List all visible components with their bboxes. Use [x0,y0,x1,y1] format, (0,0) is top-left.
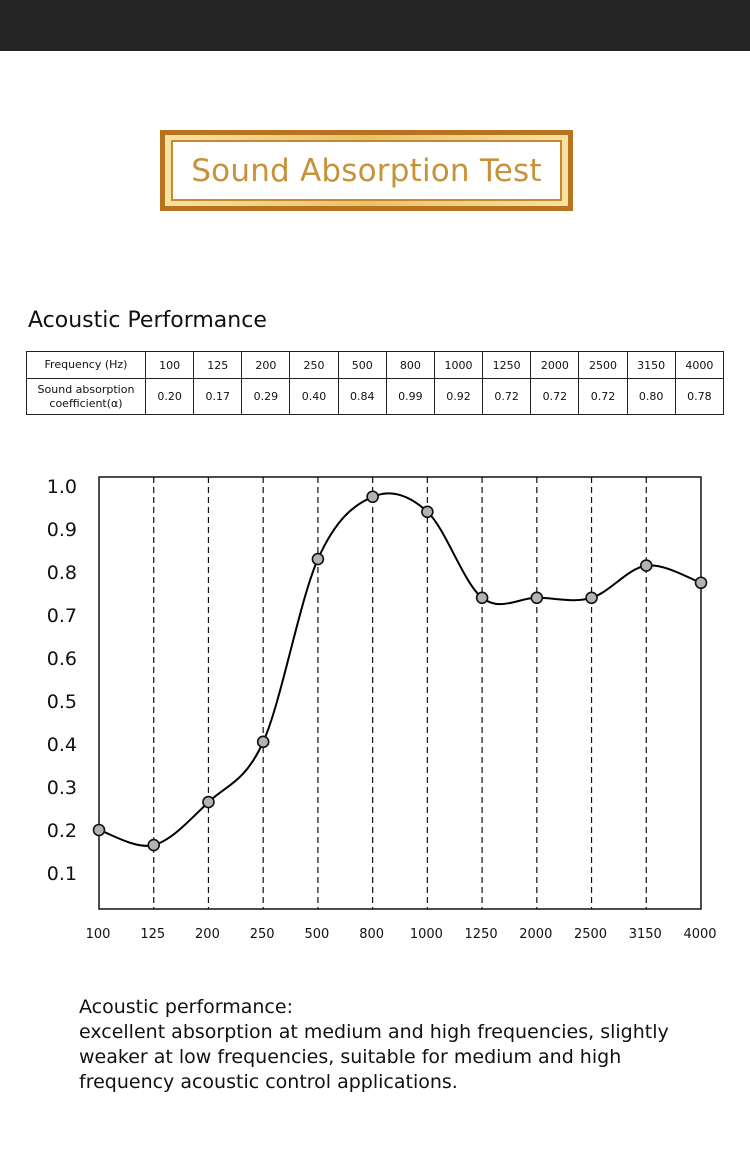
coefficient-cell: 0.80 [627,379,675,415]
data-point [312,554,323,565]
x-tick-label: 500 [304,927,330,942]
data-point [477,592,488,603]
absorption-curve [99,493,701,845]
coefficient-cell: 0.78 [675,379,723,415]
x-tick-label: 800 [359,927,385,942]
absorption-chart [0,460,750,960]
title-banner-inner [171,140,562,201]
data-point [367,491,378,502]
title-banner [160,130,573,211]
data-point [148,840,159,851]
description [79,995,729,1095]
frequency-cell: 800 [386,352,434,379]
data-point [641,560,652,571]
y-tick-label: 0.3 [46,777,77,799]
coefficient-cell: 0.20 [146,379,194,415]
y-tick-label: 0.5 [46,691,77,713]
x-tick-label: 200 [195,927,220,942]
frequency-cell: 200 [242,352,290,379]
frequency-row-label: Frequency (Hz) [27,352,146,379]
x-tick-label: 2500 [573,927,608,942]
coefficient-cell: 0.72 [579,379,627,415]
data-points [94,491,707,850]
coefficient-cell: 0.72 [531,379,579,415]
x-tick-label: 1250 [464,927,498,942]
chart-grid [154,477,647,909]
coefficient-cell: 0.29 [242,379,290,415]
data-point [531,592,542,603]
coefficient-cell: 0.72 [483,379,531,415]
description-line: weaker at low frequencies, suitable for medium and high [79,1046,622,1068]
frequency-cell: 100 [146,352,194,379]
frequency-cell: 125 [194,352,242,379]
coefficient-cell: 0.84 [338,379,386,415]
x-tick-label: 250 [249,927,275,942]
performance-table [26,351,724,415]
coefficient-label-line1: Sound absorption [37,382,135,396]
x-tick-label: 125 [140,927,166,942]
y-tick-label: 0.1 [46,863,77,885]
description-heading: Acoustic performance: [79,996,293,1018]
x-tick-label: 100 [85,927,111,942]
coefficient-cell: 0.17 [194,379,242,415]
x-tick-label: 3150 [628,927,662,942]
frequency-cell: 1000 [434,352,482,379]
frequency-cell: 2000 [531,352,579,379]
data-point [94,825,105,836]
coefficient-cell: 0.40 [290,379,338,415]
data-point [258,736,269,747]
frequency-row [27,352,724,379]
frequency-cell: 250 [290,352,338,379]
x-axis-ticks [86,927,717,942]
page-title: Sound Absorption Test [191,152,542,189]
y-tick-label: 0.9 [46,519,77,541]
frequency-cell: 3150 [627,352,675,379]
coefficient-row [27,379,724,415]
y-tick-label: 0.7 [46,605,77,627]
coefficient-cell: 0.99 [386,379,434,415]
y-tick-label: 1.0 [46,476,77,498]
coefficient-row-label [27,379,146,415]
y-tick-label: 0.8 [46,562,77,584]
y-tick-label: 0.6 [46,648,77,670]
description-line: excellent absorption at medium and high frequencies, slightly [79,1021,669,1043]
frequency-cell: 2500 [579,352,627,379]
y-tick-label: 0.2 [46,820,77,842]
frequency-cell: 500 [338,352,386,379]
x-tick-label: 1000 [409,927,443,942]
top-bar [0,0,750,51]
y-axis-ticks [47,476,77,885]
data-point [422,506,433,517]
frequency-cell: 1250 [483,352,531,379]
description-line: frequency acoustic control applications. [79,1071,458,1093]
plot-frame [99,477,701,909]
data-point [696,577,707,588]
frequency-cell: 4000 [675,352,723,379]
coefficient-label-line2: coefficient(α) [49,396,123,410]
y-tick-label: 0.4 [46,734,77,756]
data-point [586,592,597,603]
x-tick-label: 4000 [683,927,717,942]
x-tick-label: 2000 [519,927,553,942]
section-title: Acoustic Performance [28,308,267,333]
data-point [203,797,214,808]
coefficient-cell: 0.92 [434,379,482,415]
